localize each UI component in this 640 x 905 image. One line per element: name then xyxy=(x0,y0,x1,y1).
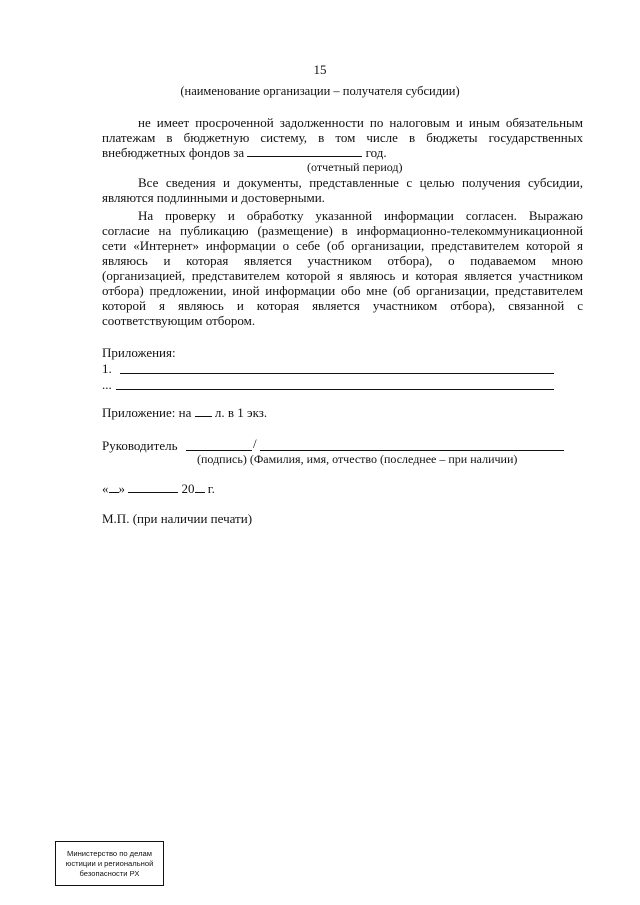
date-close-quote: » xyxy=(118,481,125,496)
appendix-pages-blank[interactable] xyxy=(195,405,212,417)
reporting-period-caption: (отчетный период) xyxy=(307,160,403,174)
consent-line-3: сети «Интернет» информации о себе (об организации, представителем которой я xyxy=(102,238,583,253)
attachment-item-1-label: 1. xyxy=(102,361,112,376)
declaration-line-2: платежам в бюджетную систему, в том числе в бюджеты государственных xyxy=(102,130,583,145)
authenticity-line-1: Все сведения и документы, представленные с целью получения субсидии, xyxy=(138,175,583,190)
consent-line-7: которой я являюсь и которая является участником отбора), связанной с xyxy=(102,298,583,313)
stamp-line-1: Министерство по делам xyxy=(67,848,152,858)
appendix-prefix: Приложение: на xyxy=(102,405,192,420)
signature-blank[interactable] xyxy=(186,450,252,451)
declaration-line-1: не имеет просроченной задолженности по налоговым и иным обязательным xyxy=(138,115,583,130)
organization-caption: (наименование организации – получателя субсидии) xyxy=(180,84,460,98)
date-open-quote: « xyxy=(102,481,109,496)
date-line xyxy=(102,481,215,497)
authenticity-paragraph xyxy=(102,175,583,205)
consent-line-8: соответствующим отбором. xyxy=(102,313,256,328)
date-year-prefix: 20 xyxy=(181,481,195,496)
date-month-blank[interactable] xyxy=(128,481,178,493)
attachment-item-1-line[interactable] xyxy=(120,373,554,374)
appendix-suffix: л. в 1 экз. xyxy=(214,405,268,420)
attachments-heading: Приложения: xyxy=(102,345,176,360)
consent-line-5: (организацией, представителем которой я являюсь и которая является участником xyxy=(102,268,583,283)
reporting-period-blank[interactable] xyxy=(247,145,362,157)
consent-line-4: являюсь и которая является участником отбора), о подаваемом мною xyxy=(102,253,583,268)
consent-line-6: отбора) предложении, иной информации обо мне (об организации, представителем xyxy=(102,283,583,298)
consent-line-2: согласие на публикацию (размещение) в информационно-телекоммуникационной xyxy=(102,223,583,238)
date-year-suffix: г. xyxy=(207,481,215,496)
stamp-line-3: безопасности РХ xyxy=(79,868,140,878)
attachment-item-more-label: ... xyxy=(102,377,112,392)
attachment-item-more-line[interactable] xyxy=(116,389,554,390)
date-day-blank[interactable] xyxy=(109,481,119,493)
consent-line-1: На проверку и обработку указанной информации согласен. Выражаю xyxy=(138,208,583,223)
declaration-paragraph xyxy=(102,115,583,160)
full-name-blank[interactable] xyxy=(260,450,564,451)
stamp-line-2: юстиции и региональной xyxy=(65,858,154,868)
declaration-period-prefix: внебюджетных фондов за xyxy=(102,145,245,160)
page-number: 15 xyxy=(313,62,327,77)
declaration-period-suffix: год. xyxy=(365,145,387,160)
declaration-line-3 xyxy=(102,145,583,160)
ministry-registration-stamp xyxy=(55,841,164,886)
date-year-blank[interactable] xyxy=(195,481,205,493)
signature-separator: / xyxy=(253,436,257,451)
signature-label: Руководитель xyxy=(102,438,178,453)
signature-caption: (подпись) (Фамилия, имя, отчество (последнее – при наличии) xyxy=(197,452,518,466)
authenticity-line-2: являются подлинными и достоверными. xyxy=(102,190,325,205)
consent-paragraph xyxy=(102,208,583,328)
appendix-line xyxy=(102,405,267,421)
seal-note: М.П. (при наличии печати) xyxy=(102,511,253,526)
